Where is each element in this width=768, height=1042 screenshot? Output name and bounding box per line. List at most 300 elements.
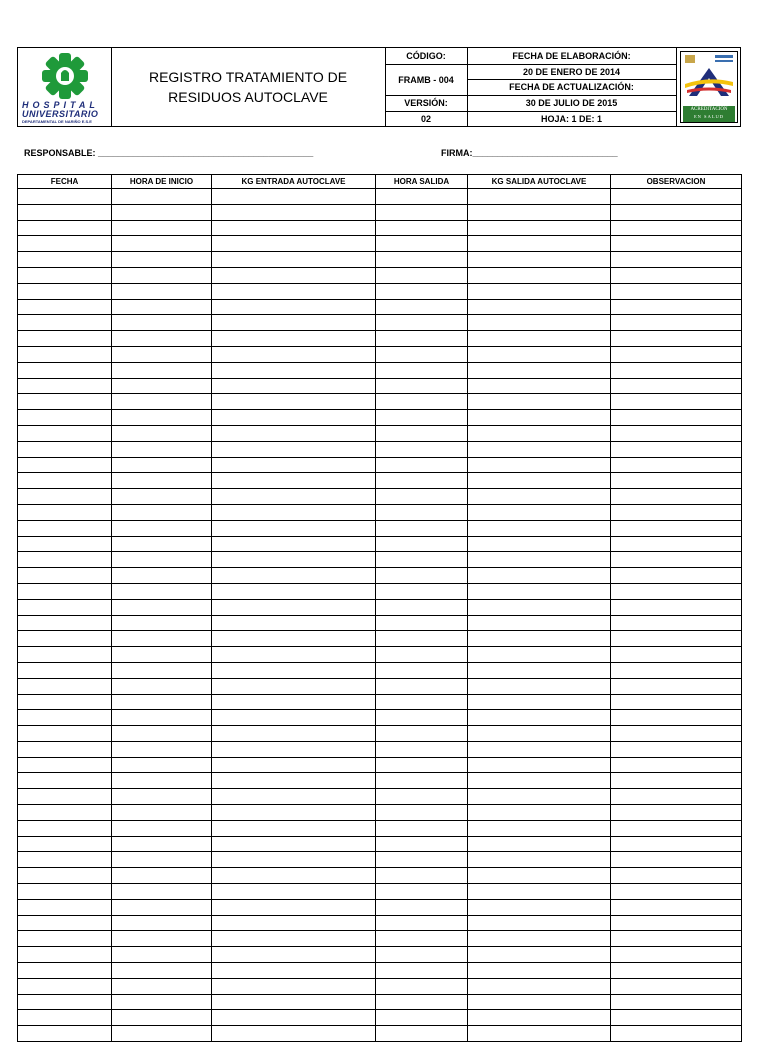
table-cell[interactable]	[468, 236, 611, 252]
table-cell[interactable]	[611, 963, 742, 979]
table-cell[interactable]	[212, 694, 376, 710]
table-cell[interactable]	[376, 947, 468, 963]
table-cell[interactable]	[376, 252, 468, 268]
table-cell[interactable]	[112, 378, 212, 394]
table-cell[interactable]	[468, 504, 611, 520]
table-cell[interactable]	[18, 362, 112, 378]
table-cell[interactable]	[18, 315, 112, 331]
table-cell[interactable]	[212, 283, 376, 299]
table-cell[interactable]	[611, 915, 742, 931]
table-cell[interactable]	[18, 236, 112, 252]
table-cell[interactable]	[376, 820, 468, 836]
table-cell[interactable]	[376, 346, 468, 362]
table-cell[interactable]	[376, 805, 468, 821]
table-cell[interactable]	[376, 331, 468, 347]
table-cell[interactable]	[611, 931, 742, 947]
table-cell[interactable]	[611, 315, 742, 331]
table-cell[interactable]	[611, 678, 742, 694]
table-cell[interactable]	[611, 647, 742, 663]
table-cell[interactable]	[611, 599, 742, 615]
responsable-field[interactable]: RESPONSABLE: ___________________________________________	[24, 148, 314, 158]
table-cell[interactable]	[611, 331, 742, 347]
table-cell[interactable]	[468, 252, 611, 268]
table-cell[interactable]	[112, 789, 212, 805]
table-cell[interactable]	[376, 299, 468, 315]
table-cell[interactable]	[212, 899, 376, 915]
table-cell[interactable]	[468, 978, 611, 994]
firma-field[interactable]: FIRMA:_____________________________	[441, 148, 618, 158]
table-cell[interactable]	[611, 189, 742, 205]
table-cell[interactable]	[18, 504, 112, 520]
table-cell[interactable]	[212, 267, 376, 283]
table-cell[interactable]	[18, 536, 112, 552]
table-cell[interactable]	[18, 789, 112, 805]
table-cell[interactable]	[18, 299, 112, 315]
table-cell[interactable]	[112, 425, 212, 441]
table-cell[interactable]	[18, 473, 112, 489]
table-cell[interactable]	[468, 678, 611, 694]
table-cell[interactable]	[112, 852, 212, 868]
table-cell[interactable]	[112, 726, 212, 742]
table-cell[interactable]	[376, 710, 468, 726]
table-cell[interactable]	[376, 315, 468, 331]
table-cell[interactable]	[18, 947, 112, 963]
table-cell[interactable]	[468, 915, 611, 931]
table-cell[interactable]	[212, 631, 376, 647]
table-cell[interactable]	[376, 425, 468, 441]
table-cell[interactable]	[468, 789, 611, 805]
table-cell[interactable]	[112, 568, 212, 584]
table-cell[interactable]	[112, 710, 212, 726]
table-cell[interactable]	[212, 441, 376, 457]
table-cell[interactable]	[212, 947, 376, 963]
table-cell[interactable]	[18, 346, 112, 362]
table-cell[interactable]	[611, 252, 742, 268]
table-cell[interactable]	[468, 994, 611, 1010]
table-cell[interactable]	[376, 267, 468, 283]
table-cell[interactable]	[112, 963, 212, 979]
table-cell[interactable]	[376, 220, 468, 236]
table-cell[interactable]	[212, 994, 376, 1010]
table-cell[interactable]	[611, 741, 742, 757]
table-cell[interactable]	[212, 741, 376, 757]
table-cell[interactable]	[18, 884, 112, 900]
table-cell[interactable]	[212, 852, 376, 868]
table-cell[interactable]	[112, 694, 212, 710]
table-cell[interactable]	[611, 694, 742, 710]
table-cell[interactable]	[468, 836, 611, 852]
table-cell[interactable]	[611, 473, 742, 489]
table-cell[interactable]	[376, 552, 468, 568]
table-cell[interactable]	[376, 457, 468, 473]
table-cell[interactable]	[112, 220, 212, 236]
table-cell[interactable]	[611, 552, 742, 568]
table-cell[interactable]	[212, 757, 376, 773]
table-cell[interactable]	[611, 789, 742, 805]
table-cell[interactable]	[18, 805, 112, 821]
table-cell[interactable]	[212, 315, 376, 331]
table-cell[interactable]	[212, 220, 376, 236]
table-cell[interactable]	[376, 726, 468, 742]
table-cell[interactable]	[212, 536, 376, 552]
table-cell[interactable]	[468, 662, 611, 678]
table-cell[interactable]	[18, 394, 112, 410]
table-cell[interactable]	[468, 947, 611, 963]
table-cell[interactable]	[468, 583, 611, 599]
table-cell[interactable]	[112, 299, 212, 315]
table-cell[interactable]	[611, 346, 742, 362]
table-cell[interactable]	[611, 394, 742, 410]
table-cell[interactable]	[212, 678, 376, 694]
table-cell[interactable]	[468, 852, 611, 868]
table-cell[interactable]	[376, 631, 468, 647]
table-cell[interactable]	[468, 473, 611, 489]
table-cell[interactable]	[212, 204, 376, 220]
table-cell[interactable]	[376, 504, 468, 520]
table-cell[interactable]	[112, 836, 212, 852]
table-cell[interactable]	[18, 710, 112, 726]
table-cell[interactable]	[112, 868, 212, 884]
table-cell[interactable]	[611, 726, 742, 742]
table-cell[interactable]	[18, 252, 112, 268]
table-cell[interactable]	[18, 189, 112, 205]
table-cell[interactable]	[212, 868, 376, 884]
table-cell[interactable]	[611, 805, 742, 821]
table-cell[interactable]	[112, 441, 212, 457]
table-cell[interactable]	[112, 994, 212, 1010]
table-cell[interactable]	[18, 283, 112, 299]
table-cell[interactable]	[18, 204, 112, 220]
table-cell[interactable]	[611, 457, 742, 473]
table-cell[interactable]	[112, 757, 212, 773]
table-cell[interactable]	[611, 947, 742, 963]
table-cell[interactable]	[112, 520, 212, 536]
table-cell[interactable]	[212, 978, 376, 994]
table-cell[interactable]	[376, 978, 468, 994]
table-cell[interactable]	[212, 473, 376, 489]
table-cell[interactable]	[611, 378, 742, 394]
table-cell[interactable]	[212, 252, 376, 268]
table-cell[interactable]	[376, 678, 468, 694]
table-cell[interactable]	[468, 899, 611, 915]
table-cell[interactable]	[18, 410, 112, 426]
table-cell[interactable]	[376, 647, 468, 663]
table-cell[interactable]	[611, 425, 742, 441]
table-cell[interactable]	[468, 457, 611, 473]
table-cell[interactable]	[376, 441, 468, 457]
table-cell[interactable]	[376, 362, 468, 378]
table-cell[interactable]	[112, 915, 212, 931]
table-cell[interactable]	[376, 852, 468, 868]
table-cell[interactable]	[611, 489, 742, 505]
table-cell[interactable]	[212, 552, 376, 568]
table-cell[interactable]	[18, 868, 112, 884]
table-cell[interactable]	[611, 773, 742, 789]
table-cell[interactable]	[112, 805, 212, 821]
table-cell[interactable]	[376, 536, 468, 552]
table-cell[interactable]	[376, 1010, 468, 1026]
table-cell[interactable]	[112, 204, 212, 220]
table-cell[interactable]	[468, 220, 611, 236]
table-cell[interactable]	[376, 568, 468, 584]
table-cell[interactable]	[611, 299, 742, 315]
table-cell[interactable]	[376, 283, 468, 299]
table-cell[interactable]	[112, 978, 212, 994]
table-cell[interactable]	[212, 520, 376, 536]
table-cell[interactable]	[18, 615, 112, 631]
table-cell[interactable]	[468, 1010, 611, 1026]
table-cell[interactable]	[18, 662, 112, 678]
table-cell[interactable]	[468, 884, 611, 900]
table-cell[interactable]	[112, 899, 212, 915]
table-cell[interactable]	[18, 694, 112, 710]
table-cell[interactable]	[376, 694, 468, 710]
table-cell[interactable]	[18, 741, 112, 757]
table-cell[interactable]	[18, 425, 112, 441]
table-cell[interactable]	[212, 820, 376, 836]
table-cell[interactable]	[468, 647, 611, 663]
table-cell[interactable]	[112, 599, 212, 615]
table-cell[interactable]	[112, 947, 212, 963]
table-cell[interactable]	[212, 915, 376, 931]
table-cell[interactable]	[212, 362, 376, 378]
table-cell[interactable]	[18, 457, 112, 473]
table-cell[interactable]	[112, 1026, 212, 1042]
table-cell[interactable]	[18, 489, 112, 505]
table-cell[interactable]	[468, 820, 611, 836]
table-cell[interactable]	[18, 520, 112, 536]
table-cell[interactable]	[376, 662, 468, 678]
table-cell[interactable]	[611, 710, 742, 726]
table-cell[interactable]	[376, 236, 468, 252]
table-cell[interactable]	[112, 583, 212, 599]
table-cell[interactable]	[468, 283, 611, 299]
table-cell[interactable]	[112, 267, 212, 283]
table-cell[interactable]	[611, 441, 742, 457]
table-cell[interactable]	[18, 583, 112, 599]
table-cell[interactable]	[468, 805, 611, 821]
table-cell[interactable]	[112, 252, 212, 268]
table-cell[interactable]	[212, 726, 376, 742]
table-cell[interactable]	[18, 978, 112, 994]
table-cell[interactable]	[112, 615, 212, 631]
table-cell[interactable]	[376, 773, 468, 789]
table-cell[interactable]	[611, 978, 742, 994]
table-cell[interactable]	[212, 599, 376, 615]
table-cell[interactable]	[611, 852, 742, 868]
table-cell[interactable]	[468, 963, 611, 979]
table-cell[interactable]	[376, 994, 468, 1010]
table-cell[interactable]	[611, 410, 742, 426]
table-cell[interactable]	[376, 378, 468, 394]
table-cell[interactable]	[468, 615, 611, 631]
table-cell[interactable]	[18, 331, 112, 347]
table-cell[interactable]	[212, 836, 376, 852]
table-cell[interactable]	[112, 631, 212, 647]
table-cell[interactable]	[18, 899, 112, 915]
table-cell[interactable]	[468, 868, 611, 884]
table-cell[interactable]	[212, 378, 376, 394]
table-cell[interactable]	[212, 963, 376, 979]
table-cell[interactable]	[112, 489, 212, 505]
table-cell[interactable]	[468, 441, 611, 457]
table-cell[interactable]	[611, 220, 742, 236]
table-cell[interactable]	[112, 773, 212, 789]
table-cell[interactable]	[376, 884, 468, 900]
table-cell[interactable]	[468, 773, 611, 789]
table-cell[interactable]	[112, 536, 212, 552]
table-cell[interactable]	[376, 473, 468, 489]
table-cell[interactable]	[611, 757, 742, 773]
table-cell[interactable]	[468, 267, 611, 283]
table-cell[interactable]	[112, 678, 212, 694]
table-cell[interactable]	[18, 915, 112, 931]
table-cell[interactable]	[212, 457, 376, 473]
table-cell[interactable]	[212, 1010, 376, 1026]
table-cell[interactable]	[376, 836, 468, 852]
table-cell[interactable]	[18, 852, 112, 868]
table-cell[interactable]	[112, 457, 212, 473]
table-cell[interactable]	[376, 868, 468, 884]
table-cell[interactable]	[212, 773, 376, 789]
table-cell[interactable]	[468, 726, 611, 742]
table-cell[interactable]	[18, 836, 112, 852]
table-cell[interactable]	[112, 820, 212, 836]
table-cell[interactable]	[112, 473, 212, 489]
table-cell[interactable]	[112, 552, 212, 568]
table-cell[interactable]	[468, 757, 611, 773]
table-cell[interactable]	[212, 236, 376, 252]
table-cell[interactable]	[112, 884, 212, 900]
table-cell[interactable]	[18, 678, 112, 694]
table-cell[interactable]	[212, 504, 376, 520]
table-cell[interactable]	[212, 662, 376, 678]
table-cell[interactable]	[611, 204, 742, 220]
table-cell[interactable]	[212, 346, 376, 362]
table-cell[interactable]	[611, 267, 742, 283]
table-cell[interactable]	[112, 331, 212, 347]
table-cell[interactable]	[611, 631, 742, 647]
table-cell[interactable]	[611, 504, 742, 520]
table-cell[interactable]	[611, 283, 742, 299]
table-cell[interactable]	[212, 615, 376, 631]
table-cell[interactable]	[376, 899, 468, 915]
table-cell[interactable]	[18, 757, 112, 773]
table-cell[interactable]	[212, 931, 376, 947]
table-cell[interactable]	[376, 583, 468, 599]
table-cell[interactable]	[18, 220, 112, 236]
table-cell[interactable]	[468, 362, 611, 378]
table-cell[interactable]	[468, 741, 611, 757]
table-cell[interactable]	[18, 378, 112, 394]
table-cell[interactable]	[611, 520, 742, 536]
table-cell[interactable]	[18, 726, 112, 742]
table-cell[interactable]	[112, 189, 212, 205]
table-cell[interactable]	[468, 189, 611, 205]
table-cell[interactable]	[468, 331, 611, 347]
table-cell[interactable]	[468, 552, 611, 568]
table-cell[interactable]	[18, 441, 112, 457]
table-cell[interactable]	[18, 1010, 112, 1026]
table-cell[interactable]	[112, 647, 212, 663]
table-cell[interactable]	[468, 489, 611, 505]
table-cell[interactable]	[212, 299, 376, 315]
table-cell[interactable]	[212, 394, 376, 410]
table-cell[interactable]	[112, 394, 212, 410]
table-cell[interactable]	[468, 299, 611, 315]
table-cell[interactable]	[611, 615, 742, 631]
table-cell[interactable]	[468, 694, 611, 710]
table-cell[interactable]	[212, 884, 376, 900]
table-cell[interactable]	[376, 520, 468, 536]
table-cell[interactable]	[112, 283, 212, 299]
table-cell[interactable]	[611, 820, 742, 836]
table-cell[interactable]	[18, 994, 112, 1010]
table-cell[interactable]	[18, 631, 112, 647]
table-cell[interactable]	[611, 662, 742, 678]
table-cell[interactable]	[376, 963, 468, 979]
table-cell[interactable]	[18, 568, 112, 584]
table-cell[interactable]	[212, 789, 376, 805]
table-cell[interactable]	[468, 425, 611, 441]
table-cell[interactable]	[112, 236, 212, 252]
table-cell[interactable]	[376, 599, 468, 615]
table-cell[interactable]	[212, 647, 376, 663]
table-cell[interactable]	[18, 599, 112, 615]
table-cell[interactable]	[18, 963, 112, 979]
table-cell[interactable]	[112, 315, 212, 331]
table-cell[interactable]	[112, 931, 212, 947]
table-cell[interactable]	[611, 236, 742, 252]
table-cell[interactable]	[112, 346, 212, 362]
table-cell[interactable]	[611, 994, 742, 1010]
table-cell[interactable]	[611, 536, 742, 552]
table-cell[interactable]	[376, 757, 468, 773]
table-cell[interactable]	[112, 504, 212, 520]
table-cell[interactable]	[468, 631, 611, 647]
table-cell[interactable]	[468, 204, 611, 220]
table-cell[interactable]	[18, 931, 112, 947]
table-cell[interactable]	[112, 362, 212, 378]
table-cell[interactable]	[212, 710, 376, 726]
table-cell[interactable]	[212, 489, 376, 505]
table-cell[interactable]	[376, 931, 468, 947]
table-cell[interactable]	[18, 552, 112, 568]
table-cell[interactable]	[212, 425, 376, 441]
table-cell[interactable]	[468, 346, 611, 362]
table-cell[interactable]	[611, 583, 742, 599]
table-cell[interactable]	[468, 536, 611, 552]
table-cell[interactable]	[611, 1010, 742, 1026]
table-cell[interactable]	[212, 805, 376, 821]
table-cell[interactable]	[376, 189, 468, 205]
table-cell[interactable]	[18, 647, 112, 663]
table-cell[interactable]	[212, 583, 376, 599]
table-cell[interactable]	[376, 489, 468, 505]
table-cell[interactable]	[376, 204, 468, 220]
table-cell[interactable]	[376, 789, 468, 805]
table-cell[interactable]	[376, 410, 468, 426]
table-cell[interactable]	[112, 410, 212, 426]
table-cell[interactable]	[112, 741, 212, 757]
table-cell[interactable]	[212, 1026, 376, 1042]
table-cell[interactable]	[611, 1026, 742, 1042]
table-cell[interactable]	[611, 362, 742, 378]
table-cell[interactable]	[18, 773, 112, 789]
table-cell[interactable]	[468, 410, 611, 426]
table-cell[interactable]	[112, 662, 212, 678]
table-cell[interactable]	[212, 189, 376, 205]
